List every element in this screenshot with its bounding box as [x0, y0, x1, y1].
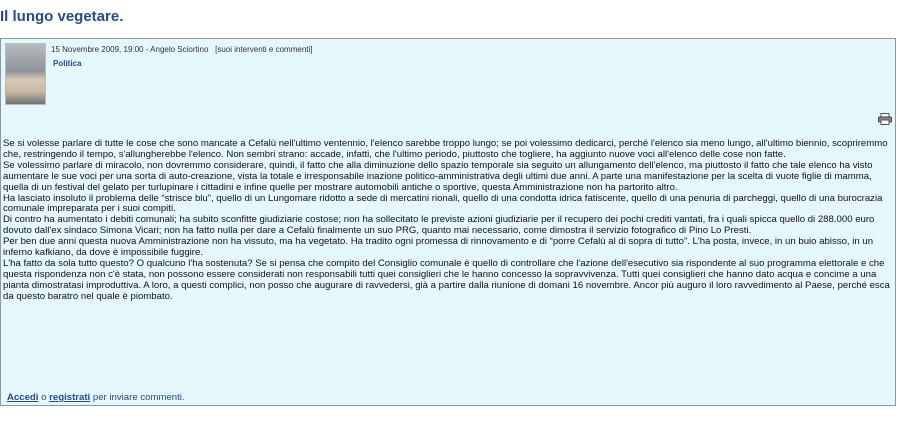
footer-rest: per inviare commenti.: [90, 392, 185, 403]
article-box: [0, 38, 896, 406]
author-avatar: [5, 43, 46, 105]
article-meta: [51, 45, 312, 54]
paragraph: L'ha fatto da sola tutto questo? O qualcuno l'ha sostenuta? Se si pensa che compito del Consiglio comunale è quello di controllare che l'azione dell'esecutivo sia rispondente al suo programma elettorale e che questa rispondenza non c'è stata, non possono essere considerati non responsabili tutti quei consiglieri che le hanno concesso la sopravvivenza. Tutti quei consiglieri che hanno dato acqua e concime a una pianta dimostratasi improduttiva. A loro, a questi complici, non posso che augurare di ravvedersi, già a partire dalla riunione di domani 16 novembre. Ancor più auguro il loro ravvedimento al Paese, perché esca da questo baratro nel quale è piombato.: [3, 257, 890, 302]
date-author: 15 Novembre 2009, 19:00 - Angelo Sciortino: [51, 45, 209, 54]
article-body: [3, 139, 895, 303]
comment-login-notice: [7, 392, 185, 403]
paragraph: Per ben due anni questa nuova Amministrazione non ha vissuto, ma ha vegetato. Ha tradito ogni promessa di rinnovamento e di “porre Cefalù al di sopra di tutto”. L'ha posta, invece, in un buio abisso, in un inferno kafkiano, da dove è impossibile fuggire.: [3, 236, 874, 259]
paragraph: Ha lasciato insoluto il problema delle “strisce blu”, quello di un Lungomare ridotto a sede di mercatini rionali, quello di una condotta idrica fatiscente, quello di una penuria di parcheggi, quello di una burocrazia comunale impreparata per i suoi compiti.: [3, 192, 883, 215]
login-link[interactable]: Accedi: [7, 392, 39, 403]
printer-icon[interactable]: [878, 113, 892, 125]
page-title: Il lungo vegetare.: [0, 8, 124, 25]
comments-link[interactable]: [suoi interventi e commenti]: [215, 45, 313, 54]
footer-or: o: [38, 392, 50, 403]
paragraph: Di contro ha aumentato i debiti comunali; ha subito sconfitte giudiziarie costose; non ha sollecitato le previste azioni giudiziarie per il recupero dei pochi crediti vantati, fra i quali spicca quello di 288.000 euro dovuto dall'ex sindaco Simona Vicari; non ha fatto nulla per dare a Cefalù finalmente un suo PRG, quanto mai necessario, come dimostra il servizio fotografico di Pino Lo Presti.: [3, 214, 875, 237]
paragraph: Se volessimo parlare di miracolo, non dovremmo considerare, quindi, il fatto che alla diminuzione dello spazio temporale sia seguito un allungamento dell'elenco, ma piuttosto il fatto che tale elenco ha visto aumentare le sue voci per una sorta di auto-creazione, vista la totale e irresponsabile inazione politico-amministrativa degli ultimi due anni. A parte una manifestazione per la scelta di vuote figlie di mamma, quella di un festival del gelato per turlupinare i cittadini e infine quelle per mostrare automobili antiche o sportive, questa Amministrazione non ha partorito altro.: [3, 159, 873, 193]
paragraph: Se si volesse parlare di tutte le cose che sono mancate a Cefalù nell'ultimo ventennio, l'elenco sarebbe troppo lungo; se poi volessimo dedicarci, perché l'elenco sia meno lungo, all'ultimo biennio, scopriremmo che, restringendo il tempo, s'allungherebbe l'elenco. Non sembri strano: accade, infatti, che l'ultimo periodo, piuttosto che togliere, ha aggiunto nuove voci all'elenco delle cose non fatte.: [3, 138, 888, 160]
category-link[interactable]: Politica: [53, 59, 82, 68]
register-link[interactable]: registrati: [49, 392, 91, 403]
